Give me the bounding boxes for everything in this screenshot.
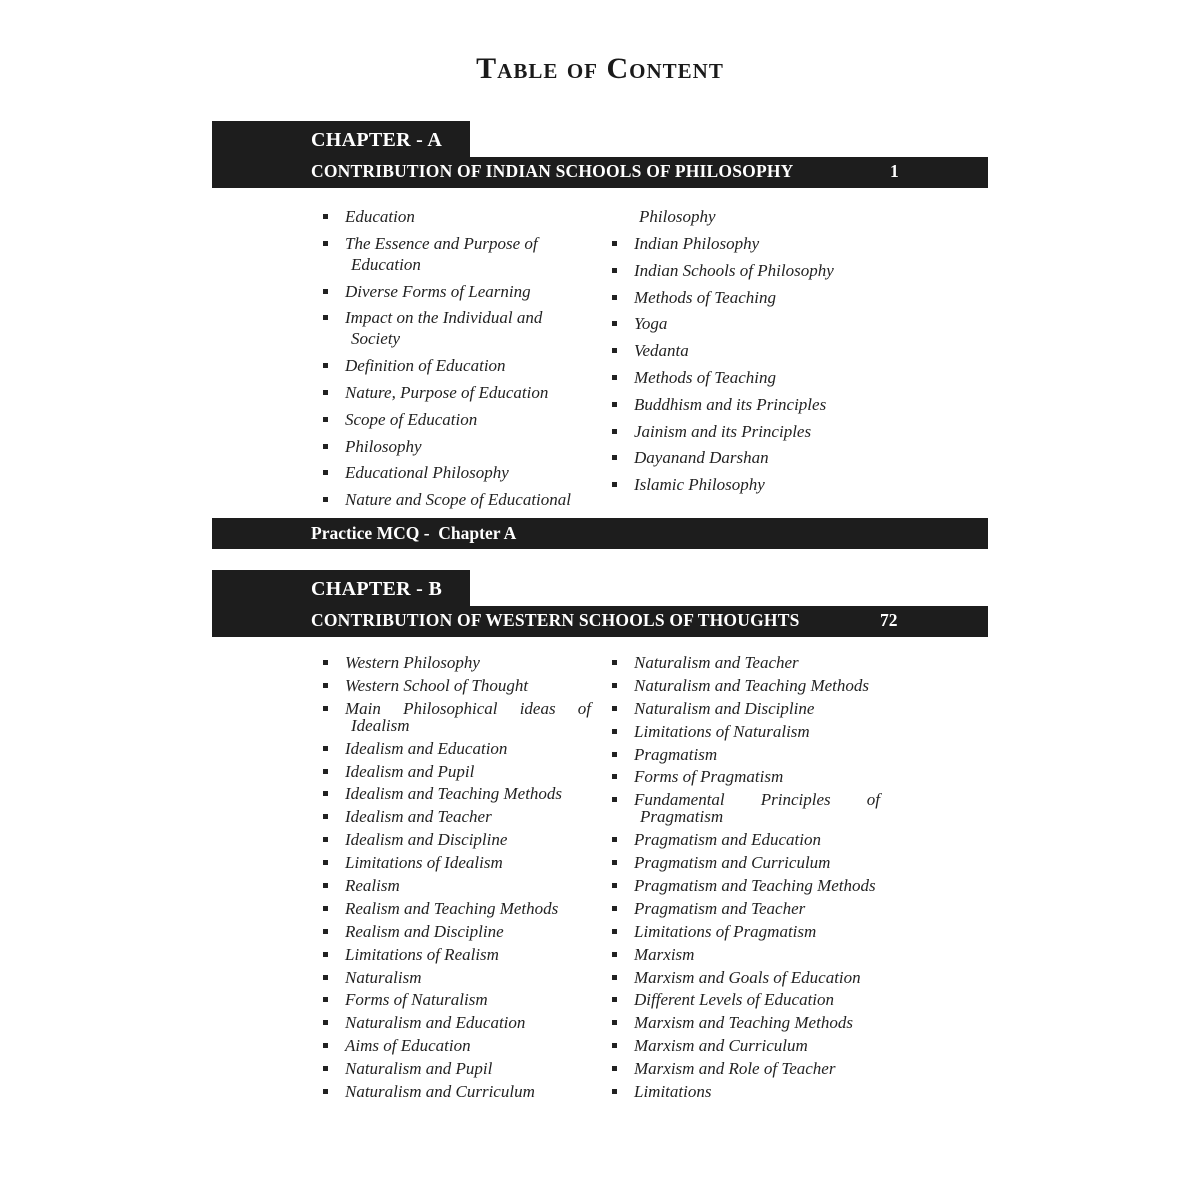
list-item-text: Diverse Forms of Learning — [345, 281, 531, 301]
bullet-icon — [612, 683, 617, 688]
list-item — [323, 808, 591, 825]
chapter-b-label: CHAPTER - B — [311, 578, 443, 600]
list-item — [323, 1037, 591, 1054]
bullet-icon — [323, 769, 328, 774]
list-item-text: Naturalism and Pupil — [345, 1059, 493, 1079]
list-item-text: Limitations — [634, 1082, 712, 1102]
chapter-b-page: 72 — [880, 610, 898, 630]
list-item — [323, 1083, 591, 1100]
list-item-text: Naturalism and Discipline — [634, 698, 815, 718]
list-item — [612, 700, 880, 717]
list-item-text: Western Philosophy — [345, 653, 480, 672]
list-item — [323, 206, 593, 227]
list-item — [612, 969, 880, 986]
bullet-icon — [323, 997, 328, 1002]
list-item — [323, 1014, 591, 1031]
list-item — [323, 382, 593, 403]
chapter-a-page: 1 — [890, 161, 899, 181]
list-item — [612, 854, 880, 871]
list-item — [612, 768, 880, 785]
bullet-icon — [612, 837, 617, 842]
list-item-text: Pragmatism and Teacher — [634, 898, 806, 918]
list-item — [323, 409, 593, 430]
chapter-a-left-list — [323, 206, 593, 516]
list-item-text: Pragmatism and Teaching Methods — [634, 876, 876, 896]
list-item — [323, 877, 591, 894]
list-item-text: Pragmatism and Education — [634, 830, 821, 850]
bullet-icon — [612, 774, 617, 779]
list-item — [612, 1060, 880, 1077]
list-item — [323, 677, 591, 694]
list-item — [612, 1037, 880, 1054]
bullet-icon — [323, 791, 328, 796]
bullet-icon — [323, 1089, 328, 1094]
bullet-icon — [323, 837, 328, 842]
bullet-icon — [323, 1066, 328, 1071]
bullet-icon — [612, 883, 617, 888]
list-item — [612, 474, 902, 495]
bullet-icon — [323, 706, 328, 711]
list-item-text: Pragmatism and Curriculum — [634, 853, 831, 873]
bullet-icon — [323, 497, 328, 502]
chapter-a-label: CHAPTER - A — [311, 129, 443, 151]
list-item-text: Marxism and Role of Teacher — [634, 1059, 836, 1079]
list-item-text: Indian Schools of Philosophy — [634, 260, 834, 280]
bullet-icon — [612, 997, 617, 1002]
list-item — [612, 1083, 880, 1100]
list-item — [323, 854, 591, 871]
list-item-text: Definition of Education — [345, 356, 506, 376]
list-item-text: Jainism and its Principles — [634, 421, 812, 441]
bullet-icon — [323, 1020, 328, 1025]
bullet-icon — [323, 906, 328, 911]
list-item — [323, 355, 593, 376]
bullet-icon — [612, 752, 617, 757]
list-item — [612, 287, 902, 308]
bullet-icon — [612, 797, 617, 802]
bullet-icon — [323, 683, 328, 688]
list-item-text: Realism and Teaching Methods — [345, 898, 559, 918]
bullet-icon — [612, 402, 617, 407]
bullet-icon — [323, 860, 328, 865]
list-item — [612, 260, 902, 281]
list-item — [323, 946, 591, 963]
chapter-b-right-list — [612, 654, 880, 1106]
list-item-text: Forms of Naturalism — [345, 990, 488, 1010]
bullet-icon — [323, 470, 328, 475]
chapter-a-right-list — [612, 233, 902, 501]
list-item-text: Society — [351, 329, 401, 349]
bullet-icon — [323, 952, 328, 957]
list-item-text: Limitations of Realism — [345, 944, 499, 964]
page-title: Table of Content — [476, 52, 724, 85]
chapter-a-continuation: Philosophy — [639, 207, 716, 226]
list-item-text: Idealism and Teaching Methods — [345, 784, 563, 804]
list-item — [612, 447, 902, 468]
bullet-icon — [612, 1020, 617, 1025]
list-item-text: Islamic Philosophy — [634, 475, 765, 495]
bullet-icon — [323, 390, 328, 395]
list-item — [612, 877, 880, 894]
list-item-text: Main Philosophical ideas of — [345, 698, 591, 718]
bullet-icon — [323, 1043, 328, 1048]
bullet-icon — [323, 315, 328, 320]
bullet-icon — [612, 729, 617, 734]
bullet-icon — [612, 1089, 617, 1094]
bullet-icon — [612, 429, 617, 434]
list-item — [612, 313, 902, 334]
bullet-icon — [612, 906, 617, 911]
list-item — [323, 489, 593, 510]
list-item — [323, 991, 591, 1008]
list-item-text: Education — [351, 254, 421, 274]
list-item — [612, 340, 902, 361]
bullet-icon — [612, 860, 617, 865]
list-item-text: Limitations of Idealism — [345, 853, 503, 873]
list-item-text: Nature, Purpose of Education — [345, 382, 549, 402]
list-item-text: Philosophy — [345, 436, 422, 456]
list-item — [612, 991, 880, 1008]
list-item — [323, 700, 591, 734]
chapter-b-title: CONTRIBUTION OF WESTERN SCHOOLS OF THOUGHTS — [311, 610, 800, 630]
list-item-text: Different Levels of Education — [634, 990, 835, 1010]
bullet-icon — [323, 746, 328, 751]
list-item — [612, 746, 880, 763]
bullet-icon — [612, 929, 617, 934]
list-item — [612, 831, 880, 848]
list-item-text: Aims of Education — [345, 1036, 471, 1056]
bullet-icon — [612, 660, 617, 665]
list-item — [323, 740, 591, 757]
list-item-text: Realism — [345, 876, 400, 896]
list-item-text: Limitations of Pragmatism — [634, 921, 817, 941]
bullet-icon — [612, 268, 617, 273]
bullet-icon — [323, 289, 328, 294]
bullet-icon — [323, 444, 328, 449]
list-item-text: Pragmatism — [640, 807, 724, 827]
list-item-text: Idealism and Teacher — [345, 807, 492, 827]
bullet-icon — [612, 375, 617, 380]
list-item-text: Marxism and Curriculum — [634, 1036, 808, 1056]
practice-mcq-label: Practice MCQ - Chapter A — [311, 523, 517, 543]
list-item-text: Methods of Teaching — [634, 367, 776, 387]
bullet-icon — [323, 241, 328, 246]
list-item-text: Naturalism and Education — [345, 1013, 526, 1033]
list-item — [612, 946, 880, 963]
list-item — [323, 436, 593, 457]
list-item-text: Impact on the Individual and — [345, 308, 543, 328]
list-item-text: Naturalism and Teacher — [634, 653, 799, 672]
list-item-text: Idealism and Education — [345, 738, 508, 758]
list-item — [323, 900, 591, 917]
list-item-text: Pragmatism — [634, 744, 718, 764]
list-item — [323, 785, 591, 802]
bullet-icon — [323, 814, 328, 819]
list-item — [323, 763, 591, 780]
list-item-text: Indian Philosophy — [634, 234, 760, 253]
list-item-text: Vedanta — [634, 341, 689, 361]
list-item-text: Methods of Teaching — [634, 287, 776, 307]
list-item-text: Scope of Education — [345, 409, 478, 429]
chapter-b-left-list — [323, 654, 591, 1106]
list-item — [612, 791, 880, 825]
bullet-icon — [323, 883, 328, 888]
list-item — [323, 462, 593, 483]
list-item-text: Buddhism and its Principles — [634, 394, 827, 414]
bullet-icon — [612, 975, 617, 980]
bullet-icon — [612, 241, 617, 246]
list-item — [612, 923, 880, 940]
list-item-text: Naturalism and Teaching Methods — [634, 675, 870, 695]
bullet-icon — [612, 455, 617, 460]
bullet-icon — [323, 363, 328, 368]
list-item — [612, 654, 880, 671]
list-item-text: Western School of Thought — [345, 675, 529, 695]
bullet-icon — [612, 482, 617, 487]
bullet-icon — [323, 214, 328, 219]
list-item-text: Realism and Discipline — [345, 921, 504, 941]
list-item — [612, 677, 880, 694]
list-item — [323, 654, 591, 671]
list-item — [612, 394, 902, 415]
list-item-text: Limitations of Naturalism — [634, 721, 810, 741]
list-item — [612, 421, 902, 442]
list-item-text: Fundamental Principles of — [634, 790, 880, 810]
bullet-icon — [612, 321, 617, 326]
list-item — [323, 1060, 591, 1077]
list-item-text: Yoga — [634, 314, 668, 334]
list-item — [612, 1014, 880, 1031]
list-item — [323, 307, 593, 349]
list-item-text: Naturalism and Curriculum — [345, 1082, 535, 1102]
bullet-icon — [612, 1043, 617, 1048]
bullet-icon — [612, 295, 617, 300]
list-item — [323, 233, 593, 275]
list-item-text: Marxism and Teaching Methods — [634, 1013, 853, 1033]
list-item — [323, 831, 591, 848]
list-item — [323, 281, 593, 302]
list-item — [612, 233, 902, 254]
list-item-text: Educational Philosophy — [345, 463, 509, 483]
list-item-text: The Essence and Purpose of — [345, 233, 538, 253]
list-item-text: Idealism and Discipline — [345, 830, 508, 850]
bullet-icon — [612, 952, 617, 957]
bullet-icon — [612, 1066, 617, 1071]
list-item-text: Naturalism — [345, 967, 422, 987]
chapter-a-title: CONTRIBUTION OF INDIAN SCHOOLS OF PHILOSOPHY — [311, 161, 794, 181]
list-item-text: Marxism and Goals of Education — [634, 967, 861, 987]
list-item-text: Forms of Pragmatism — [634, 767, 784, 787]
bullet-icon — [323, 417, 328, 422]
list-item — [323, 969, 591, 986]
list-item-text: Idealism — [351, 715, 410, 735]
list-item-text: Idealism and Pupil — [345, 761, 475, 781]
list-item — [612, 367, 902, 388]
bullet-icon — [612, 348, 617, 353]
list-item-text: Marxism — [634, 944, 695, 964]
list-item-text: Education — [345, 207, 415, 226]
bullet-icon — [323, 660, 328, 665]
list-item-text: Nature and Scope of Educational — [345, 490, 572, 510]
list-item — [323, 923, 591, 940]
list-item — [612, 900, 880, 917]
bullet-icon — [323, 975, 328, 980]
bullet-icon — [612, 706, 617, 711]
list-item-text: Dayanand Darshan — [634, 448, 769, 468]
bullet-icon — [323, 929, 328, 934]
list-item — [612, 723, 880, 740]
